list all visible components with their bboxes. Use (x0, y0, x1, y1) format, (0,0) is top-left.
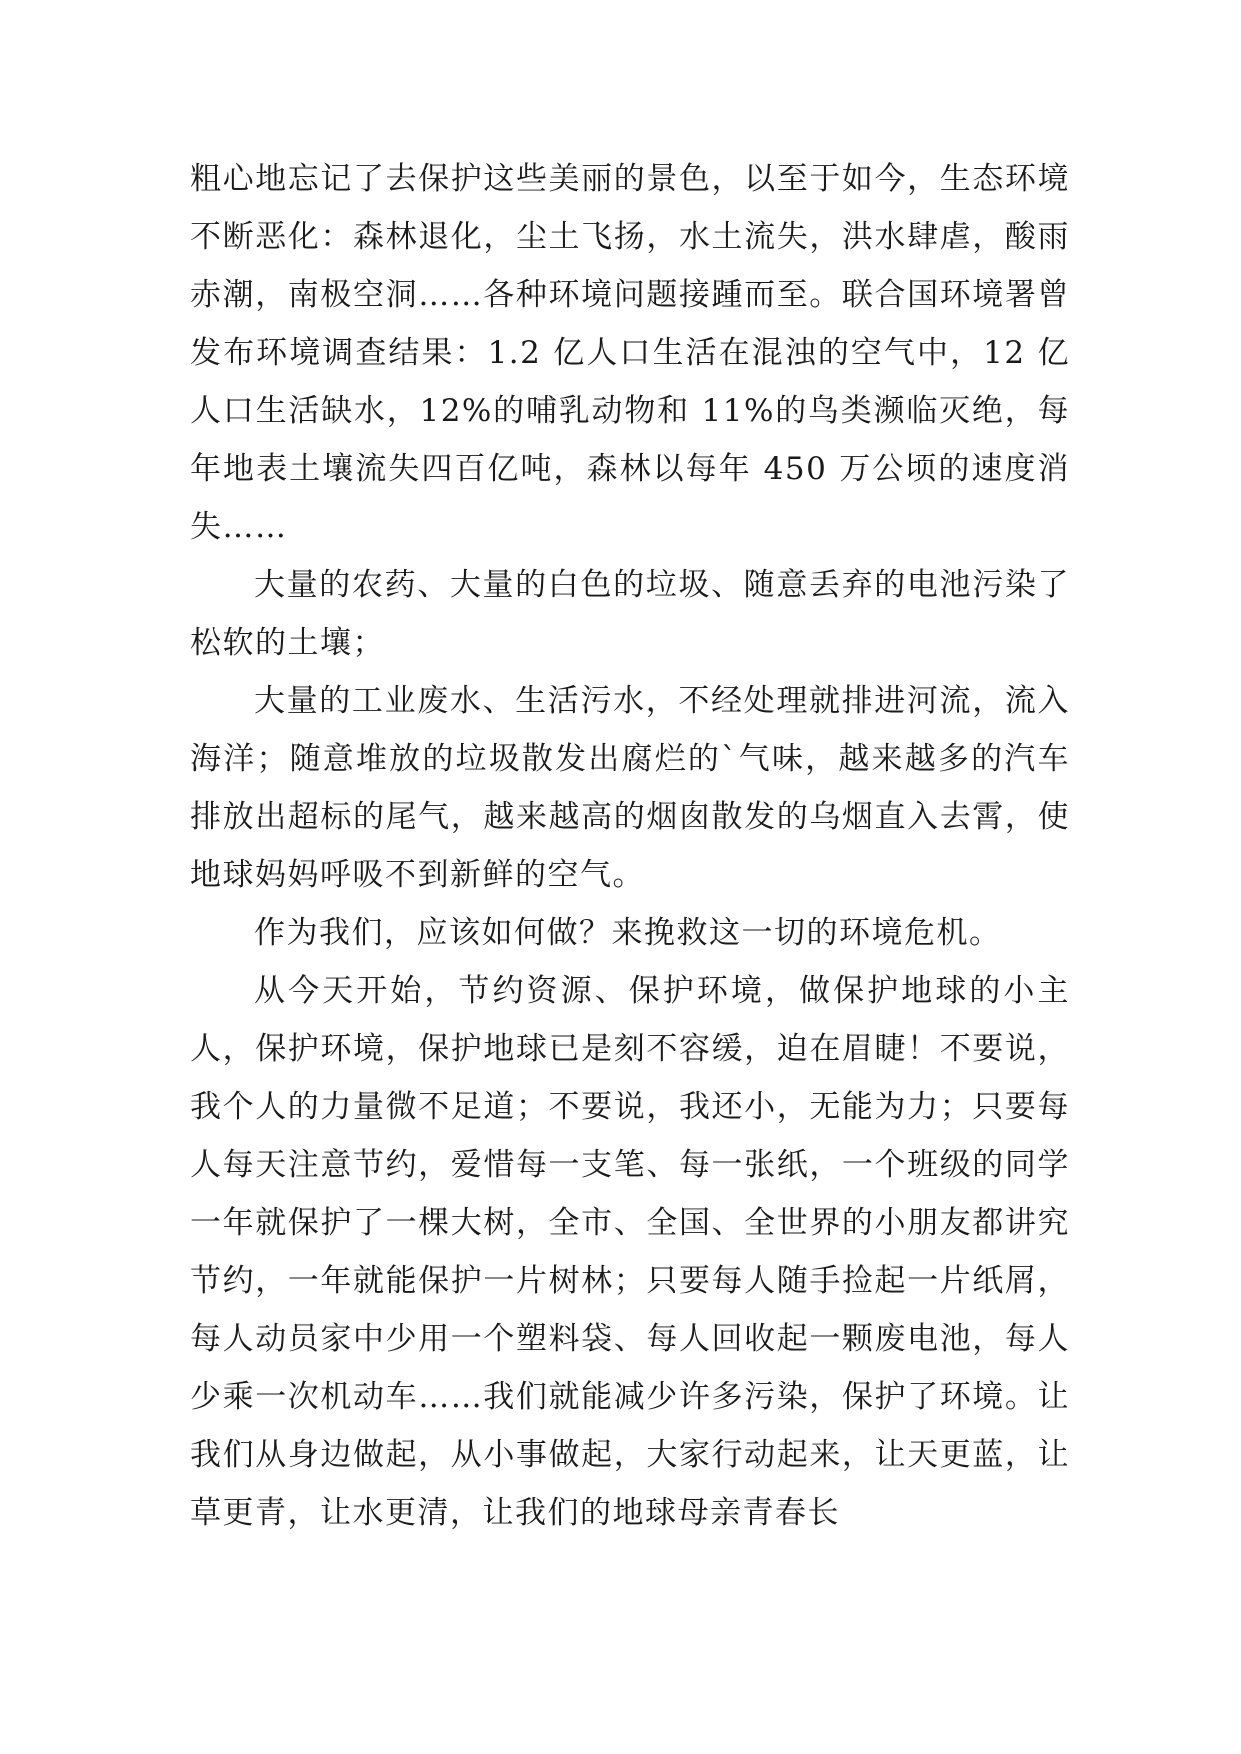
document-body (190, 150, 1070, 1542)
paragraph-call-to-action: 从今天开始，节约资源、保护环境，做保护地球的小主人，保护环境，保护地球已是刻不容缓，迫在眉睫！不要说，我个人的力量微不足道；不要说，我还小，无能为力；只要每人每天注意节约，爱惜每一支笔、每一张纸，一个班级的同学一年就保护了一棵大树，全市、全国、全世界的小朋友都讲究节约，一年就能保护一片树林；只要每人随手捡起一片纸屑，每人动员家中少用一个塑料袋、每人回收起一颗废电池，每人少乘一次机动车……我们就能减少许多污染，保护了环境。让我们从身边做起，从小事做起，大家行动起来，让天更蓝，让草更青，让水更清，让我们的地球母亲青春长 (190, 973, 1070, 1531)
paragraph-soil-pollution: 大量的农药、大量的白色的垃圾、随意丢弃的电池污染了松软的土壤； (190, 567, 1070, 661)
paragraph-question: 作为我们，应该如何做？来挽救这一切的环境危机。 (254, 915, 1002, 951)
paragraph-water-air-pollution: 大量的工业废水、生活污水，不经处理就排进河流，流入海洋；随意堆放的垃圾散发出腐烂的`气味，越来越多的汽车排放出超标的尾气，越来越高的烟囱散发的乌烟直入去霄，使地球妈妈呼吸不到新鲜的空气。 (190, 683, 1070, 893)
paragraph-continuation: 粗心地忘记了去保护这些美丽的景色，以至于如今，生态环境不断恶化：森林退化，尘土飞扬，水土流失，洪水肆虐，酸雨赤潮，南极空洞……各种环境问题接踵而至。联合国环境署曾发布环境调查结果：1.2 亿人口生活在混浊的空气中，12 亿人口生活缺水，12%的哺乳动物和 11%的鸟类濒临灭绝，每年地表土壤流失四百亿吨，森林以每年 450 万公顷的速度消失…… (190, 161, 1070, 545)
